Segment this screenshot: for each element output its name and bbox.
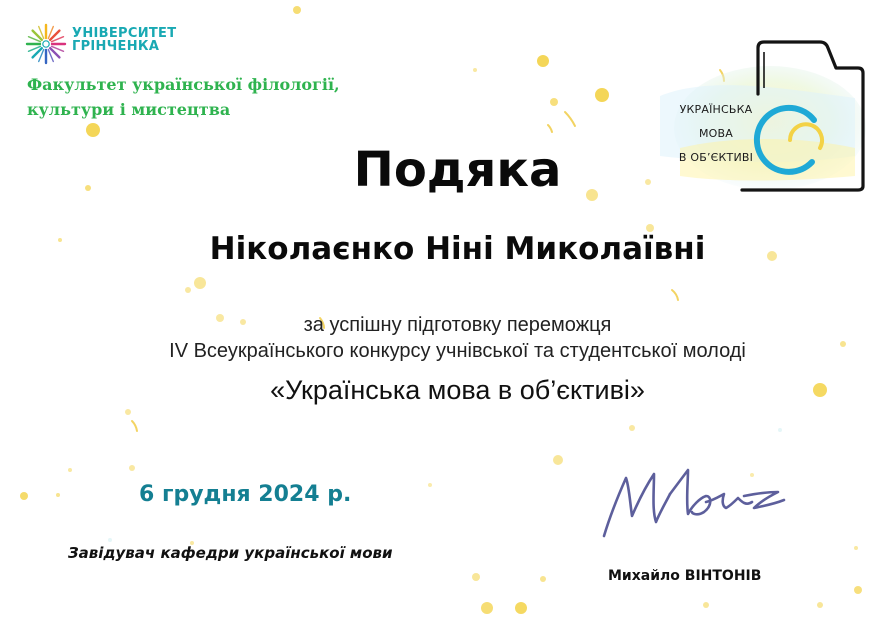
award-reason bbox=[0, 312, 895, 364]
faculty-name bbox=[27, 72, 387, 122]
recipient-name: Ніколаєнко Ніні Миколаївні bbox=[209, 231, 706, 267]
university-logo-icon bbox=[24, 22, 68, 66]
contest-logo-line3: В ОБ’ЄКТИВІ bbox=[678, 151, 754, 164]
faculty-name-line1: Факультет української філології, bbox=[27, 75, 340, 94]
contest-logo-line1: УКРАЇНСЬКА bbox=[679, 103, 753, 116]
certificate-title: Подяка bbox=[353, 142, 562, 198]
award-reason-line1: за успішну підготовку переможця bbox=[303, 314, 612, 336]
handwritten-signature-icon bbox=[596, 456, 796, 546]
signer-name: Михайло ВІНТОНІВ bbox=[608, 568, 762, 584]
contest-logo-line2: МОВА bbox=[698, 127, 734, 140]
certificate-date: 6 грудня 2024 р. bbox=[139, 482, 352, 507]
university-name-line1: УНІВЕРСИТЕТ bbox=[72, 26, 177, 41]
university-name-line2: ГРІНЧЕНКА bbox=[72, 39, 160, 54]
university-name bbox=[72, 27, 176, 53]
contest-name: «Українська мова в об’єктиві» bbox=[270, 375, 645, 405]
faculty-name-line2: культури і мистецтва bbox=[27, 100, 231, 119]
signer-position: Завідувач кафедри української мови bbox=[68, 544, 393, 562]
award-reason-line2: IV Всеукраїнського конкурсу учнівської та студентської молоді bbox=[169, 340, 746, 362]
